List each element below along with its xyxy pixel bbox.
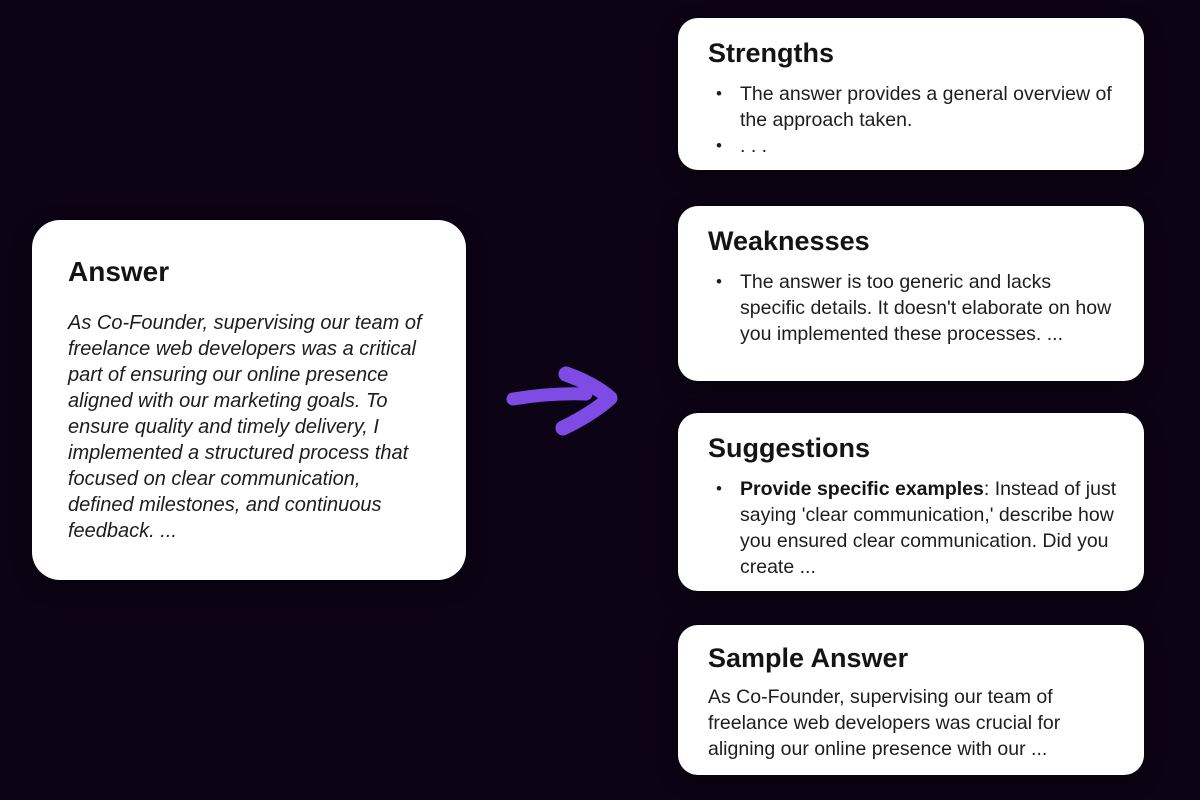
strengths-card [678, 18, 1144, 170]
bullet-bold-text: Provide specific examples [740, 478, 984, 500]
bullet-text: The answer provides a general overview of the approach taken. [740, 83, 1112, 131]
weaknesses-bullet-list [708, 269, 1118, 347]
sample-answer-card-title: Sample Answer [708, 643, 909, 673]
answer-card-title: Answer [68, 256, 170, 287]
suggestions-card-title: Suggestions [708, 433, 871, 463]
suggestions-bullet-list [708, 476, 1118, 580]
answer-card [32, 220, 466, 580]
bullet-text: : Instead of just saying 'clear communication,' describe how you ensured clear communication. Did you create ... [740, 478, 1117, 578]
bullet-text: The answer is too generic and lacks specific details. It doesn't elaborate on how you implemented these processes. ... [740, 271, 1112, 345]
weaknesses-card [678, 206, 1144, 381]
sample-answer-card-body: As Co-Founder, supervising our team of freelance web developers was crucial for aligning our online presence with our ... [708, 686, 1061, 760]
bullet-icon: • [716, 84, 722, 103]
strengths-card-title: Strengths [708, 38, 835, 68]
answer-card-body: As Co-Founder, supervising our team of freelance web developers was a critical part of ensuring our online presence aligned with our marketing goals. To ensure quality and timely delivery, I implemented a structured process that focused on clear communication, defined milestones, and continuous feedback. ... [68, 312, 422, 542]
suggestions-card [678, 413, 1144, 591]
weaknesses-card-title: Weaknesses [708, 226, 870, 256]
list-item [716, 81, 1118, 133]
bullet-icon: • [716, 136, 722, 155]
sample-answer-card [678, 625, 1144, 775]
list-item [716, 133, 1118, 159]
right-arrow-icon [502, 357, 626, 445]
list-item [716, 269, 1118, 347]
right-arrow-head [563, 374, 610, 428]
bullet-icon: • [716, 272, 722, 291]
bullet-icon: • [716, 479, 722, 498]
strengths-bullet-list [708, 81, 1118, 159]
bullet-text: . . . [740, 135, 768, 157]
list-item [716, 476, 1118, 580]
right-arrow-shaft [513, 394, 586, 399]
